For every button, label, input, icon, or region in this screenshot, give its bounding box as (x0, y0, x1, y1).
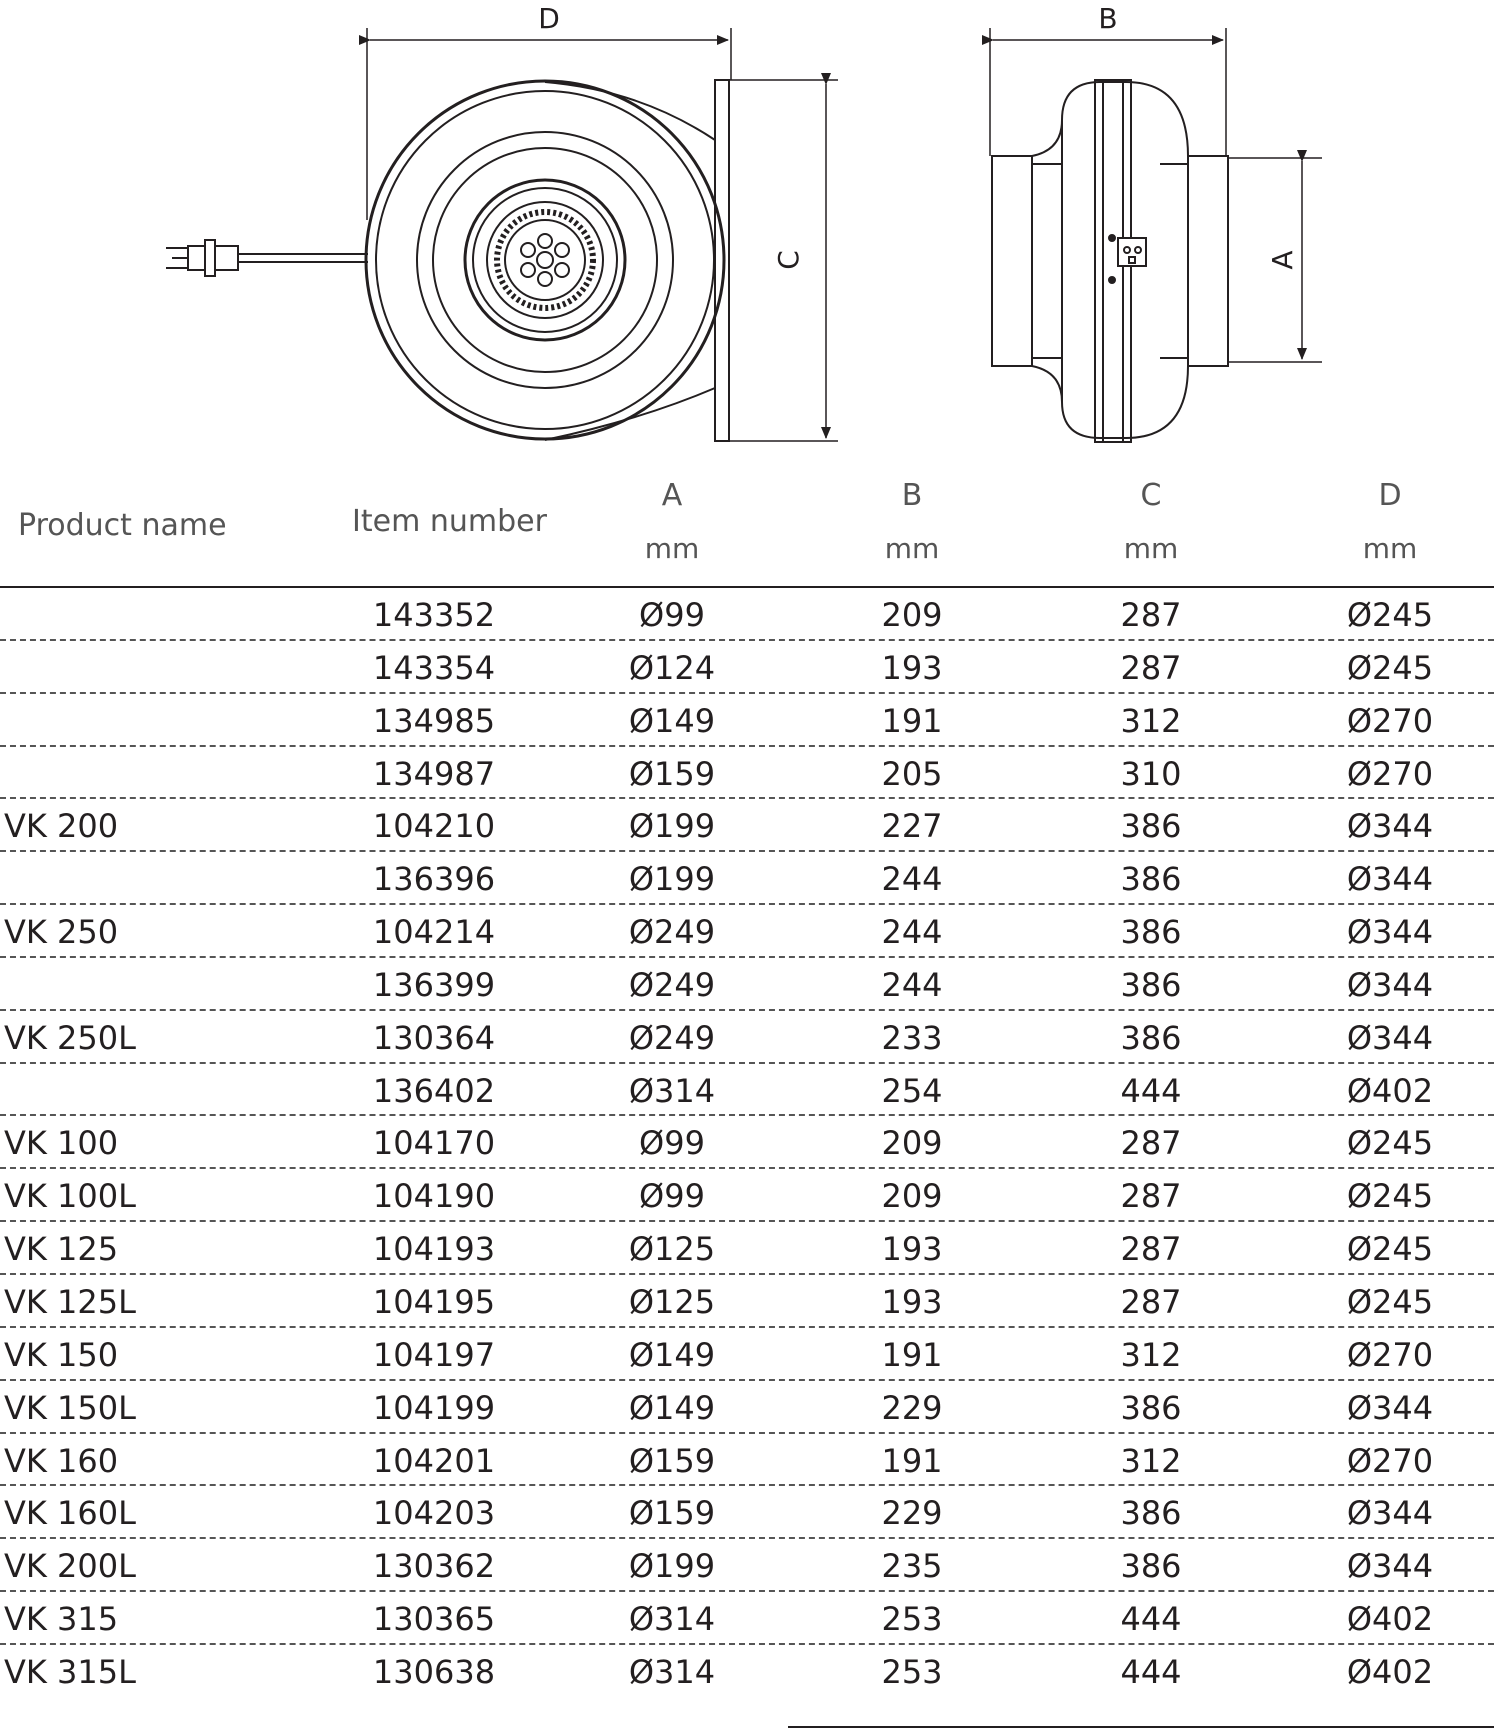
cell-dim-a: Ø99 (639, 1177, 705, 1216)
cell-product-name: VK 200 (4, 807, 119, 846)
cell-item-number: 104199 (372, 1388, 496, 1427)
header-dim-unit: mm (1362, 532, 1418, 565)
table-row (0, 641, 1494, 694)
cell-dim-c: 312 (1120, 1441, 1182, 1480)
cell-product-name: VK 250L (4, 1018, 136, 1057)
cell-dim-b: 193 (881, 1230, 943, 1269)
cell-dim-d: Ø344 (1346, 1388, 1434, 1427)
table-row (0, 1381, 1494, 1434)
table-row (0, 694, 1494, 747)
cell-dim-d: Ø270 (1346, 701, 1434, 740)
cell-item-number: 104193 (372, 1230, 496, 1269)
dimension-label-c: C (772, 250, 805, 270)
cell-dim-a: Ø249 (628, 965, 716, 1004)
cell-dim-d: Ø402 (1346, 1071, 1434, 1110)
header-dim-letter: C (1140, 478, 1162, 513)
dimension-label-a: A (1266, 250, 1299, 270)
cell-dim-d: Ø344 (1346, 1547, 1434, 1586)
cell-item-number: 104190 (372, 1177, 496, 1216)
cell-product-name: VK 125L (4, 1282, 136, 1321)
cell-dim-a: Ø99 (639, 596, 705, 634)
cell-dim-b: 235 (881, 1547, 943, 1586)
cell-dim-d: Ø344 (1346, 860, 1434, 899)
cell-dim-a: Ø314 (628, 1652, 716, 1691)
table-row (0, 1116, 1494, 1169)
cell-dim-c: 287 (1120, 596, 1182, 634)
cell-dim-b: 209 (881, 1124, 943, 1163)
table-row (0, 1592, 1494, 1645)
cell-item-number: 136402 (372, 1071, 496, 1110)
cell-product-name: VK 100L (4, 1177, 136, 1216)
front-view (166, 80, 838, 441)
cell-dim-a: Ø314 (628, 1600, 716, 1639)
cell-dim-b: 229 (881, 1388, 943, 1427)
cell-product-name: VK 100 (4, 1124, 119, 1163)
cell-dim-a: Ø149 (628, 701, 716, 740)
cell-dim-b: 205 (881, 754, 943, 793)
table-row (0, 799, 1494, 852)
cell-dim-c: 386 (1120, 1388, 1182, 1427)
cell-dim-d: Ø245 (1346, 1124, 1434, 1163)
dimensions-table (0, 460, 1494, 1698)
table-row (0, 1011, 1494, 1064)
cell-dim-b: 227 (881, 807, 943, 846)
cell-item-number: 136396 (372, 860, 496, 899)
header-dim-d (1290, 478, 1490, 565)
table-header (0, 460, 1494, 588)
cell-dim-a: Ø99 (639, 1124, 705, 1163)
cell-dim-b: 254 (881, 1071, 943, 1110)
cell-item-number: 130365 (372, 1600, 496, 1639)
cell-dim-b: 244 (881, 965, 943, 1004)
cell-item-number: 143352 (372, 596, 496, 634)
table-row (0, 905, 1494, 958)
cell-item-number: 104203 (372, 1494, 496, 1533)
cell-dim-c: 287 (1120, 1124, 1182, 1163)
cell-item-number: 130364 (372, 1018, 496, 1057)
table-row (0, 1222, 1494, 1275)
cell-dim-d: Ø344 (1346, 1494, 1434, 1533)
cell-dim-d: Ø245 (1346, 596, 1434, 634)
table-row (0, 1486, 1494, 1539)
cell-dim-b: 253 (881, 1600, 943, 1639)
cell-dim-b: 233 (881, 1018, 943, 1057)
cell-dim-c: 287 (1120, 1177, 1182, 1216)
cell-item-number: 104170 (372, 1124, 496, 1163)
cell-dim-c: 312 (1120, 701, 1182, 740)
header-dim-unit: mm (644, 532, 700, 565)
header-dim-letter: A (661, 478, 683, 513)
table-row (0, 1064, 1494, 1117)
cell-dim-d: Ø270 (1346, 754, 1434, 793)
cell-dim-d: Ø245 (1346, 648, 1434, 687)
cell-dim-c: 386 (1120, 1547, 1182, 1586)
table-row (0, 747, 1494, 800)
cell-product-name: VK 125 (4, 1230, 119, 1269)
cell-dim-b: 209 (881, 1177, 943, 1216)
cell-item-number: 130638 (372, 1652, 496, 1691)
cell-dim-c: 386 (1120, 1018, 1182, 1057)
table-bottom-rule (788, 1726, 1494, 1728)
cell-dim-d: Ø245 (1346, 1230, 1434, 1269)
table-row (0, 1645, 1494, 1698)
cell-product-name: VK 160 (4, 1441, 119, 1480)
cell-dim-c: 386 (1120, 913, 1182, 952)
cell-product-name: VK 200L (4, 1547, 136, 1586)
cell-product-name: VK 150L (4, 1388, 136, 1427)
cell-dim-c: 287 (1120, 1230, 1182, 1269)
cell-dim-b: 193 (881, 1282, 943, 1321)
cell-dim-a: Ø249 (628, 913, 716, 952)
cell-dim-b: 244 (881, 913, 943, 952)
fan-dimension-drawing (0, 0, 1494, 460)
cell-dim-c: 444 (1120, 1652, 1182, 1691)
cell-dim-d: Ø270 (1346, 1335, 1434, 1374)
dimension-label-d: D (538, 2, 560, 35)
cell-dim-b: 253 (881, 1652, 943, 1691)
table-row (0, 852, 1494, 905)
table-row (0, 588, 1494, 641)
cell-item-number: 134985 (372, 701, 496, 740)
cell-dim-b: 191 (881, 701, 943, 740)
cell-product-name: VK 250 (4, 913, 119, 952)
cell-dim-c: 386 (1120, 1494, 1182, 1533)
cell-item-number: 136399 (372, 965, 496, 1004)
cell-dim-a: Ø125 (628, 1282, 716, 1321)
cell-dim-b: 244 (881, 860, 943, 899)
cell-dim-a: Ø159 (628, 1494, 716, 1533)
table-row (0, 1328, 1494, 1381)
cell-dim-c: 444 (1120, 1071, 1182, 1110)
cell-item-number: 134987 (372, 754, 496, 793)
table-row (0, 1169, 1494, 1222)
cell-dim-a: Ø149 (628, 1335, 716, 1374)
cell-dim-d: Ø344 (1346, 965, 1434, 1004)
cell-dim-d: Ø245 (1346, 1282, 1434, 1321)
cell-dim-a: Ø124 (628, 648, 716, 687)
header-dim-letter: D (1378, 478, 1402, 513)
cell-item-number: 104210 (372, 807, 496, 846)
cell-dim-d: Ø270 (1346, 1441, 1434, 1480)
power-plug-icon (166, 240, 368, 276)
cell-dim-d: Ø344 (1346, 1018, 1434, 1057)
cell-item-number: 104195 (372, 1282, 496, 1321)
header-dim-a (572, 478, 772, 565)
cell-dim-c: 444 (1120, 1600, 1182, 1639)
dimension-b-line (990, 28, 1226, 156)
cell-dim-b: 191 (881, 1441, 943, 1480)
cell-dim-a: Ø199 (628, 1547, 716, 1586)
cell-product-name: VK 150 (4, 1335, 119, 1374)
cell-dim-b: 193 (881, 648, 943, 687)
cell-dim-c: 287 (1120, 1282, 1182, 1321)
header-dim-letter: B (901, 478, 923, 513)
table-row (0, 1539, 1494, 1592)
table-row (0, 1275, 1494, 1328)
cell-dim-a: Ø159 (628, 1441, 716, 1480)
header-dim-unit: mm (1123, 532, 1179, 565)
cell-dim-a: Ø159 (628, 754, 716, 793)
cell-product-name: VK 160L (4, 1494, 136, 1533)
cell-dim-a: Ø249 (628, 1018, 716, 1057)
cell-dim-d: Ø344 (1346, 807, 1434, 846)
dimension-label-b: B (1098, 2, 1118, 35)
cell-item-number: 104214 (372, 913, 496, 952)
header-dim-b (812, 478, 1012, 565)
cell-dim-c: 386 (1120, 860, 1182, 899)
cell-dim-c: 386 (1120, 965, 1182, 1004)
dimension-d-line (367, 28, 731, 220)
table-row (0, 958, 1494, 1011)
cell-item-number: 104197 (372, 1335, 496, 1374)
cell-item-number: 104201 (372, 1441, 496, 1480)
side-view (992, 80, 1228, 442)
cell-dim-d: Ø402 (1346, 1600, 1434, 1639)
cell-dim-d: Ø402 (1346, 1652, 1434, 1691)
header-dim-c (1051, 478, 1251, 565)
cell-dim-d: Ø245 (1346, 1177, 1434, 1216)
cell-item-number: 143354 (372, 648, 496, 687)
cell-dim-b: 209 (881, 596, 943, 634)
cell-dim-c: 310 (1120, 754, 1182, 793)
cell-dim-c: 312 (1120, 1335, 1182, 1374)
cell-dim-a: Ø199 (628, 807, 716, 846)
cell-dim-a: Ø125 (628, 1230, 716, 1269)
header-dim-unit: mm (884, 532, 940, 565)
table-body (0, 588, 1494, 1698)
cell-dim-c: 386 (1120, 807, 1182, 846)
cell-dim-c: 287 (1120, 648, 1182, 687)
table-row (0, 1434, 1494, 1487)
header-item-number: Item number (352, 504, 547, 539)
cell-dim-b: 191 (881, 1335, 943, 1374)
cell-dim-b: 229 (881, 1494, 943, 1533)
cell-dim-d: Ø344 (1346, 913, 1434, 952)
cell-item-number: 130362 (372, 1547, 496, 1586)
cell-product-name: VK 315L (4, 1652, 136, 1691)
cell-dim-a: Ø149 (628, 1388, 716, 1427)
cell-dim-a: Ø314 (628, 1071, 716, 1110)
cell-product-name: VK 315 (4, 1600, 119, 1639)
header-product-name: Product name (18, 508, 227, 543)
junction-box-icon (1109, 235, 1146, 283)
cell-dim-a: Ø199 (628, 860, 716, 899)
